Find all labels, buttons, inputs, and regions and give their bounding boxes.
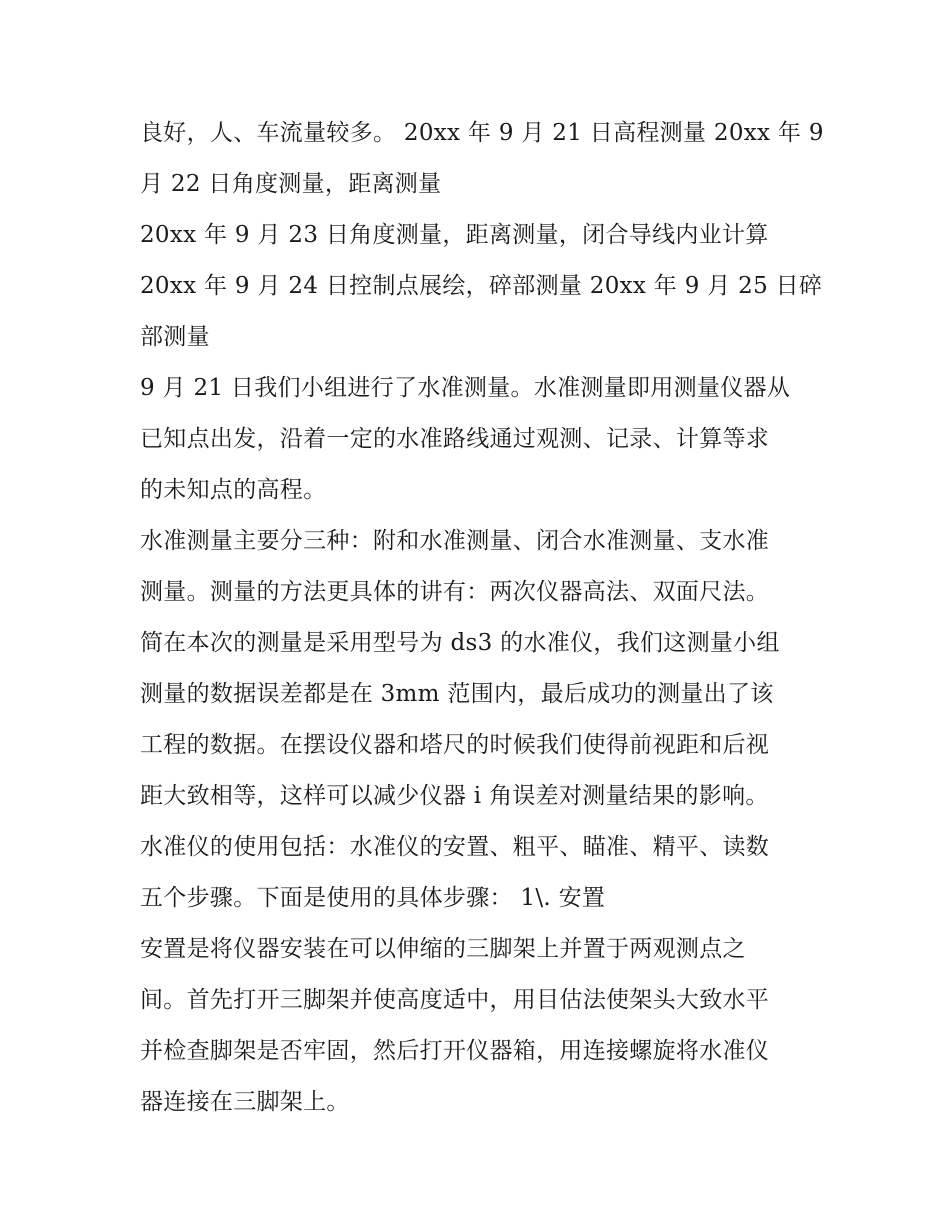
text-line: 已知点出发，沿着一定的水准路线通过观测、记录、计算等求 [140,426,770,452]
text-line: 间。首先打开三脚架并使高度适中，用目估法使架头大致水平 [140,987,770,1013]
text-line: 良好，人、车流量较多。 20xx 年 9 月 21 日高程测量 20xx 年 9 [140,120,824,146]
text-line: 9 月 21 日我们小组进行了水准测量。水准测量即用测量仪器从 [140,375,791,401]
text-line: 五个步骤。下面是使用的具体步骤： 1\. 安置 [140,885,606,911]
text-line: 20xx 年 9 月 24 日控制点展绘，碎部测量 20xx 年 9 月 25 日碎 [140,273,823,299]
text-line: 测量的数据误差都是在 3mm 范围内，最后成功的测量出了该 [140,681,774,707]
text-line: 的未知点的高程。 [140,477,327,503]
text-line: 水准仪的使用包括：水准仪的安置、粗平、瞄准、精平、读数 [140,834,770,860]
text-line: 并检查脚架是否牢固，然后打开仪器箱，用连接螺旋将水准仪 [140,1038,770,1064]
text-line: 器连接在三脚架上。 [140,1089,350,1115]
text-line: 安置是将仪器安装在可以伸缩的三脚架上并置于两观测点之 [140,936,746,962]
text-line: 部测量 [140,324,210,350]
text-line: 距大致相等，这样可以减少仪器 i 角误差对测量结果的影响。 [140,783,769,809]
document-body [140,108,824,1128]
text-line: 测量。测量的方法更具体的讲有：两次仪器高法、双面尺法。 [140,579,770,605]
text-line: 20xx 年 9 月 23 日角度测量，距离测量，闭合导线内业计算 [140,222,769,248]
text-line: 工程的数据。在摆设仪器和塔尺的时候我们使得前视距和后视 [140,732,770,758]
text-line: 简在本次的测量是采用型号为 ds3 的水准仪，我们这测量小组 [140,630,780,656]
text-line: 水准测量主要分三种：附和水准测量、闭合水准测量、支水准 [140,528,770,554]
text-line: 月 22 日角度测量，距离测量 [140,171,442,197]
